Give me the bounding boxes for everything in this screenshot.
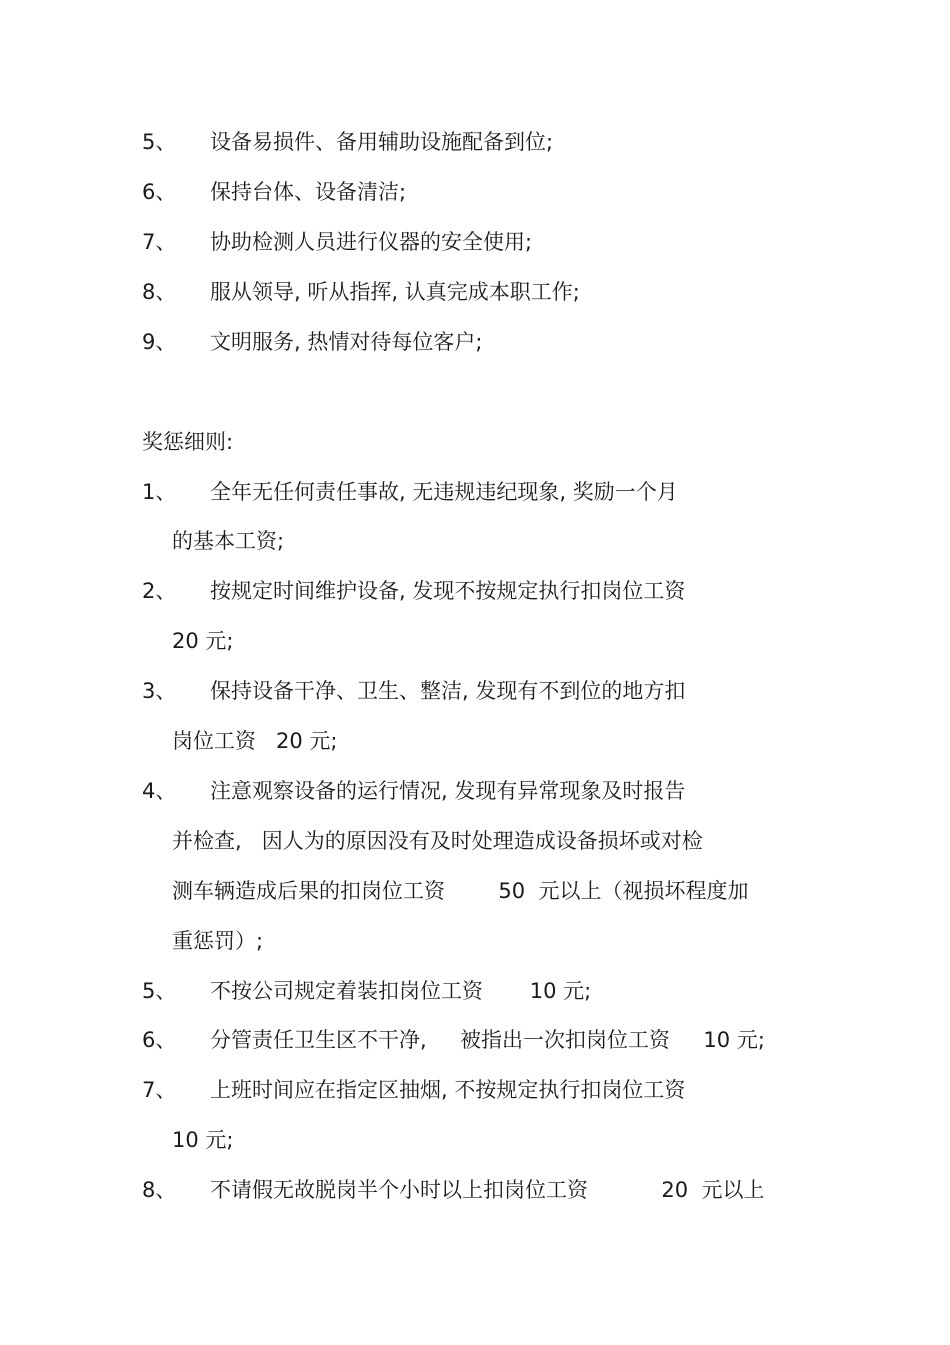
duty-number: 6、 bbox=[142, 180, 177, 204]
rule-text-continued: 岗位工资 20 元; bbox=[172, 729, 338, 753]
duty-text: 文明服务, 热情对待每位客户; bbox=[210, 330, 483, 354]
rule-text-continued: 的基本工资; bbox=[172, 529, 285, 553]
rule-text: 分管责任卫生区不干净, 被指出一次扣岗位工资 10 元; bbox=[210, 1028, 765, 1052]
duty-number: 5、 bbox=[142, 130, 177, 154]
rule-text-continued: 重惩罚）; bbox=[172, 929, 264, 953]
duty-number: 9、 bbox=[142, 330, 177, 354]
duty-text: 服从领导, 听从指挥, 认真完成本职工作; bbox=[210, 280, 580, 304]
rule-text-continued: 并检查, 因人为的原因没有及时处理造成设备损坏或对检 bbox=[172, 829, 703, 853]
rule-number: 6、 bbox=[142, 1028, 177, 1052]
rule-text: 注意观察设备的运行情况, 发现有异常现象及时报告 bbox=[210, 779, 686, 803]
rule-text: 不请假无故脱岗半个小时以上扣岗位工资 20 元以上 bbox=[210, 1178, 765, 1202]
duty-number: 8、 bbox=[142, 280, 177, 304]
rule-number: 2、 bbox=[142, 579, 177, 603]
rule-number: 5、 bbox=[142, 979, 177, 1003]
rule-text-continued: 测车辆造成后果的扣岗位工资 50 元以上（视损坏程度加 bbox=[172, 879, 749, 903]
duty-number: 7、 bbox=[142, 230, 177, 254]
rule-number: 4、 bbox=[142, 779, 177, 803]
duty-text: 保持台体、设备清洁; bbox=[210, 180, 407, 204]
rule-text-continued: 10 元; bbox=[172, 1128, 234, 1152]
rule-text: 按规定时间维护设备, 发现不按规定执行扣岗位工资 bbox=[210, 579, 686, 603]
rule-text: 保持设备干净、卫生、整洁, 发现有不到位的地方扣 bbox=[210, 679, 686, 703]
duty-text: 协助检测人员进行仪器的安全使用; bbox=[210, 230, 533, 254]
rule-number: 1、 bbox=[142, 480, 177, 504]
rule-text: 全年无任何责任事故, 无违规违纪现象, 奖励一个月 bbox=[210, 480, 678, 504]
rule-number: 7、 bbox=[142, 1078, 177, 1102]
rule-number: 8、 bbox=[142, 1178, 177, 1202]
rule-number: 3、 bbox=[142, 679, 177, 703]
duty-text: 设备易损件、备用辅助设施配备到位; bbox=[210, 130, 554, 154]
rule-text-continued: 20 元; bbox=[172, 629, 234, 653]
rule-text: 上班时间应在指定区抽烟, 不按规定执行扣岗位工资 bbox=[210, 1078, 686, 1102]
section-heading: 奖惩细则: bbox=[142, 430, 234, 454]
rule-text: 不按公司规定着装扣岗位工资 10 元; bbox=[210, 979, 592, 1003]
